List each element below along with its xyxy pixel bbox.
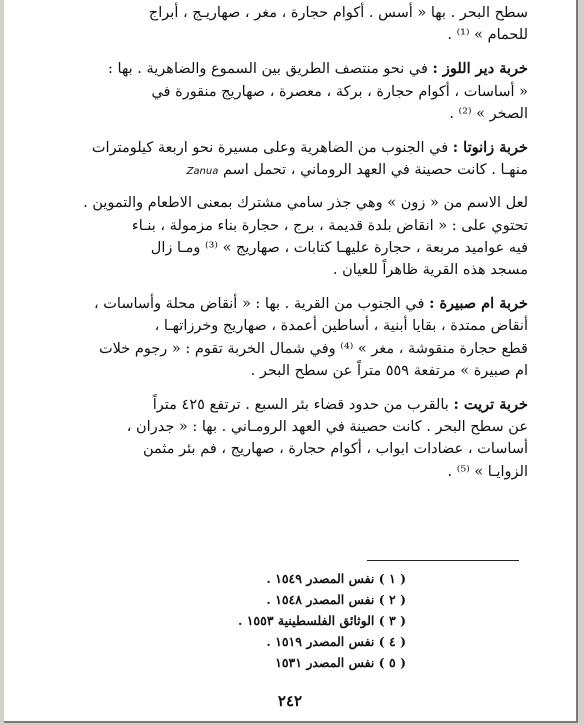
page-number: ٢٤٢ — [277, 692, 303, 710]
text-line: سطح البحر . بها « أسس . أكوام حجارة ، مغر ، صهاريـج ، أبراج — [148, 5, 528, 21]
text-line: مسجد هذه القرية ظاهراً للعيان . — [332, 262, 528, 279]
paragraph-khirbet-umm-sabira — [44, 293, 528, 382]
text-line — [44, 137, 528, 159]
paragraph-khirbet-deir-al-louz — [44, 58, 528, 125]
main-text — [44, 2, 528, 483]
text-line: عن سطح البحر . كانت حصينة في العهد الرومـاني . بها : « جدران ، — [126, 419, 528, 436]
text-line — [44, 293, 528, 315]
footnote: ( ١ ) نفس المصدر ١٥٤٩ . — [266, 571, 406, 586]
paragraph-intro — [44, 2, 528, 46]
text-line: أنقاض ممتدة ، بقايا أبنية ، أساطين أعمدة ، صهاريج وخرزاتهـا ، — [154, 318, 528, 335]
text-line — [44, 394, 528, 416]
text-span: منهـا . كانت حصينة في العهد الروماني ، تحمل اسم — [218, 162, 528, 179]
text-line: ام صبيرة » مرتفعة ٥٥٩ متراً عن سطح البحر . — [250, 362, 528, 379]
footnote: ( ٣ ) الوثائق الفلسطينية ١٥٥٣ . — [238, 613, 406, 628]
text-line: الزوايـا » ⁽⁵⁾ . — [447, 463, 528, 480]
footnote-divider — [367, 560, 519, 561]
text-line: أساسات ، عضادات ابواب ، أكوام حجارة ، صهاريج ، فم بئر مثمن — [143, 441, 528, 458]
text-line: للحمام » ⁽¹⁾ . — [447, 27, 528, 44]
text-span: بالقرب من حدود قضاء بئر السبع . ترتفع ٤٢٥ متراً — [152, 397, 454, 414]
footnote: ( ٤ ) نفس المصدر ١٥١٩ . — [266, 634, 406, 649]
footnotes — [196, 568, 406, 673]
paragraph-khirbet-zanuta — [44, 137, 528, 183]
text-span: في الجنوب من الضاهرية وعلى مسيرة نحو اربعة كيلومترات — [91, 140, 453, 157]
section-heading: خربة تريت : — [453, 396, 528, 414]
section-heading: خربة ام صبيرة : — [429, 295, 528, 313]
paragraph-name-origin — [44, 192, 528, 281]
text-line: تحتوي على : « انقاض بلدة قديمة ، برج ، حجارة بناء مزمولة ، بنـاء — [131, 217, 528, 234]
text-line — [44, 58, 528, 80]
text-line: فيه عواميد مربعة ، حجارة عليهـا كتابات ، صهاريج » ⁽³⁾ ومـا زال — [150, 239, 528, 256]
text-span: في الجنوب من القرية . بها : « أنقاض محلة وأساسات ، — [93, 296, 430, 313]
text-line — [44, 159, 528, 183]
text-line: لعل الاسم من « زون » وهي جذر سامي مشترك بمعنى الاطعام والتموين . — [83, 195, 528, 212]
document-page — [4, 0, 578, 723]
text-line: الصخر » ⁽²⁾ . — [449, 105, 528, 122]
latin-name: Zanua — [186, 166, 219, 178]
footnote: ( ٢ ) نفس المصدر ١٥٤٨ . — [266, 592, 406, 607]
text-line: قطع حجارة منقوشة ، مغر » ⁽⁴⁾ وفي شمال الخربة تقوم : « رجوم خلات — [99, 340, 528, 357]
section-heading: خربة دير اللوز : — [432, 60, 528, 78]
footnote: ( ٥ ) نفس المصدر ١٥٣١ — [275, 655, 406, 670]
paragraph-khirbet-tarit — [44, 394, 528, 483]
text-line: « أساسات ، أكوام حجارة ، بركة ، معصرة ، صهاريج منقورة في — [151, 83, 528, 100]
section-heading: خربة زانوتا : — [452, 139, 528, 157]
text-span: في نحو منتصف الطريق بين السموع والضاهرية . بها : — [108, 61, 433, 78]
